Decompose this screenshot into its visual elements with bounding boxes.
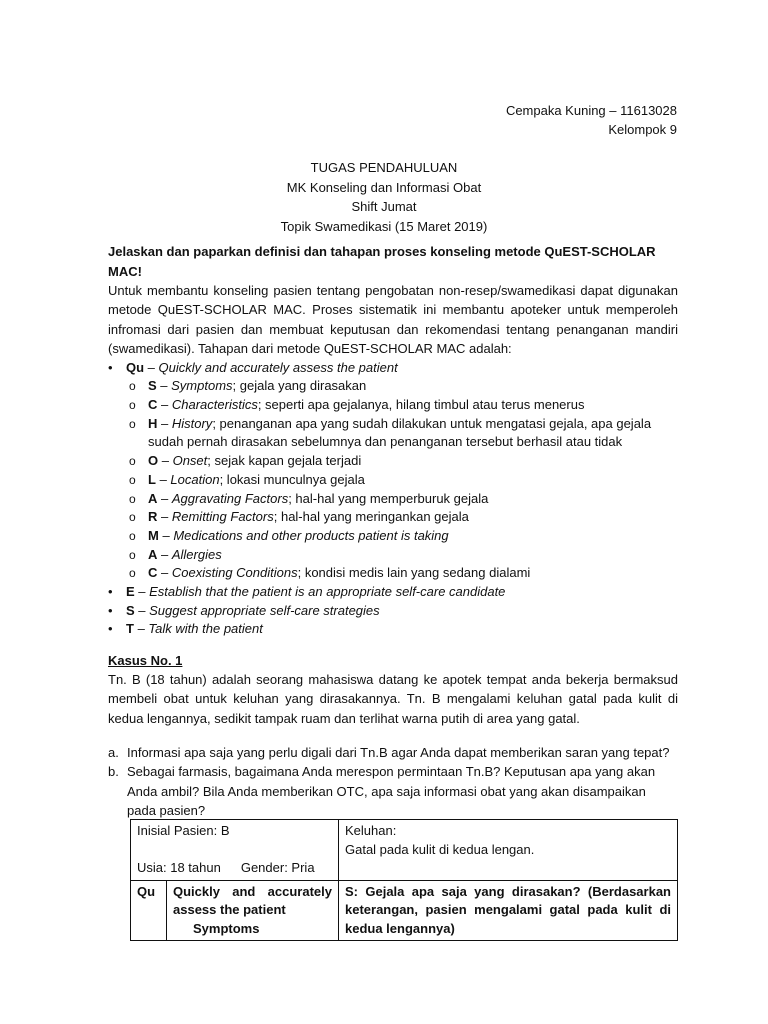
complaint-value: Gatal pada kulit di kedua lengan. xyxy=(345,841,535,857)
complaint-label: Keluhan: xyxy=(345,823,397,838)
step-key: L xyxy=(148,471,156,487)
step-term: Suggest appropriate self-care strategies xyxy=(149,602,380,618)
method-substep xyxy=(129,508,678,527)
step-term: Onset xyxy=(172,453,208,469)
step-term: Aggravating Factors xyxy=(171,490,289,506)
patient-initial: Inisial Pasien: B xyxy=(137,823,230,838)
case-question-item xyxy=(108,743,678,762)
step-key: O xyxy=(148,453,159,469)
step-detail: ; seperti apa gejalanya, hilang timbul atau terus menerus xyxy=(257,397,585,413)
step-detail: ; sejak kapan gejala terjadi xyxy=(207,453,362,469)
qu-subheading: Symptoms xyxy=(193,920,260,936)
step-separator: – xyxy=(157,565,172,581)
heading-line-4: Topik Swamedikasi (15 Maret 2019) xyxy=(280,218,488,234)
step-separator: – xyxy=(158,527,174,543)
step-term: Talk with the patient xyxy=(148,621,263,637)
method-substep xyxy=(129,396,678,415)
method-substep xyxy=(129,546,678,565)
case-question-item xyxy=(108,762,678,820)
step-separator: – xyxy=(158,453,173,469)
heading-line-3: Shift Jumat xyxy=(351,199,417,214)
step-detail: ; gejala yang dirasakan xyxy=(232,378,367,394)
step-separator: – xyxy=(144,359,159,375)
author-group: Kelompok 9 xyxy=(608,122,677,137)
step-key: C xyxy=(148,397,158,413)
step-term: Coexisting Conditions xyxy=(171,565,298,581)
step-key: E xyxy=(126,584,135,600)
patient-table xyxy=(130,819,678,941)
step-key: H xyxy=(148,415,158,431)
patient-info-row xyxy=(131,820,678,881)
qu-description-cell xyxy=(167,880,339,941)
assignment-question: Jelaskan dan paparkan definisi dan tahapan proses konseling metode QuEST-SCHOLAR MAC! xyxy=(108,244,656,279)
complaint-cell xyxy=(339,820,678,881)
method-step xyxy=(108,602,678,621)
case-section xyxy=(108,651,678,728)
step-term: Quickly and accurately assess the patient xyxy=(158,359,398,375)
step-separator: – xyxy=(156,378,172,394)
step-key: Qu xyxy=(126,359,145,375)
step-term: Characteristics xyxy=(171,397,258,413)
step-term: Location xyxy=(170,471,220,487)
method-step xyxy=(108,620,678,639)
qu-description: Quickly and accurately assess the patient xyxy=(173,883,332,917)
author-name: Cempaka Kuning – 11613028 xyxy=(505,103,677,118)
step-separator: – xyxy=(157,415,172,431)
step-term: Symptoms xyxy=(171,378,233,394)
case-question-number: a. xyxy=(108,745,119,760)
patient-gender: Gender: Pria xyxy=(240,860,315,875)
step-separator: – xyxy=(133,621,149,637)
step-separator: – xyxy=(134,602,150,618)
substep-list xyxy=(126,377,678,583)
step-separator: – xyxy=(157,397,172,413)
method-steps-list xyxy=(108,359,678,640)
step-separator: – xyxy=(157,546,172,562)
author-block xyxy=(506,101,677,139)
step-term: History xyxy=(171,415,213,431)
heading-line-2: MK Konseling dan Informasi Obat xyxy=(286,179,482,195)
step-separator: – xyxy=(157,490,172,506)
document-heading xyxy=(0,158,768,236)
step-detail: ; hal-hal yang meringankan gejala xyxy=(273,509,469,525)
step-key: A xyxy=(148,490,158,506)
step-term: Remitting Factors xyxy=(171,509,274,525)
step-detail: ; penanganan apa yang sudah dilakukan untuk mengatasi gejala, apa gejala sudah pernah dirasakan sebelumnya dan penanganan tersebut berhasil atau tidak xyxy=(148,415,652,450)
heading-line-1: TUGAS PENDAHULUAN xyxy=(310,160,458,175)
patient-identity-cell xyxy=(131,820,339,881)
qu-code-cell: Qu xyxy=(131,880,167,941)
step-key: R xyxy=(148,509,158,525)
intro-paragraph: Untuk membantu konseling pasien tentang pengobatan non-resep/swamedikasi dapat digunakan metode QuEST-SCHOLAR MAC. Proses sistematik ini membantu apoteker untuk memperoleh infromasi dari pasien dan membuat keputusan dan rekomendasi tentang penanganan mandiri (swamedikasi). Tahapan dari metode QuEST-SCHOLAR MAC adalah: xyxy=(108,283,678,357)
step-key: T xyxy=(126,621,134,637)
step-separator: – xyxy=(155,471,171,487)
case-title: Kasus No. 1 xyxy=(108,653,183,668)
step-key: M xyxy=(148,527,159,543)
step-term: Establish that the patient is an appropriate self-care candidate xyxy=(149,584,506,600)
step-key: C xyxy=(148,565,158,581)
step-key: A xyxy=(148,546,158,562)
step-key: S xyxy=(126,602,135,618)
case-questions xyxy=(108,743,678,821)
case-question-text: Sebagai farmasis, bagaimana Anda merespon permintaan Tn.B? Keputusan apa yang akan Anda ambil? Bila Anda memberikan OTC, apa saja informasi obat yang akan disampaikan pada pasien? xyxy=(127,764,656,819)
step-key: S xyxy=(148,378,157,394)
case-description: Tn. B (18 tahun) adalah seorang mahasiswa datang ke apotek tempat anda bekerja bermaksud membeli obat untuk keluhan yang dirasakannya. Tn. B mengalami keluhan gatal pada kulit di kedua lengannya, sedikit tampak ruam dan terlihat warna putih di area yang gatal. xyxy=(108,672,678,726)
step-term: Allergies xyxy=(171,546,222,562)
patient-age: Usia: 18 tahun xyxy=(137,860,221,875)
method-substep xyxy=(129,527,678,546)
step-detail: ; hal-hal yang memperburuk gejala xyxy=(288,490,489,506)
method-substep xyxy=(129,377,678,396)
step-separator: – xyxy=(134,584,150,600)
method-substep xyxy=(129,452,678,471)
method-substep xyxy=(129,471,678,490)
step-detail: ; kondisi medis lain yang sedang dialami xyxy=(297,565,531,581)
qu-answer-cell: S: Gejala apa saja yang dirasakan? (Berdasarkan keterangan, pasien mengalami gatal pada kulit di kedua lengannya) xyxy=(339,880,678,941)
qu-row xyxy=(131,880,678,941)
step-separator: – xyxy=(157,509,172,525)
case-question-text: Informasi apa saja yang perlu digali dari Tn.B agar Anda dapat memberikan saran yang tepat? xyxy=(127,745,670,760)
method-step xyxy=(108,583,678,602)
assignment-body xyxy=(108,242,678,639)
method-substep xyxy=(129,564,678,583)
method-substep xyxy=(129,490,678,509)
case-question-number: b. xyxy=(108,764,119,780)
method-substep xyxy=(129,415,678,452)
method-step xyxy=(108,359,678,583)
step-detail: ; lokasi munculnya gejala xyxy=(219,471,365,487)
step-term: Medications and other products patient is taking xyxy=(173,527,449,543)
